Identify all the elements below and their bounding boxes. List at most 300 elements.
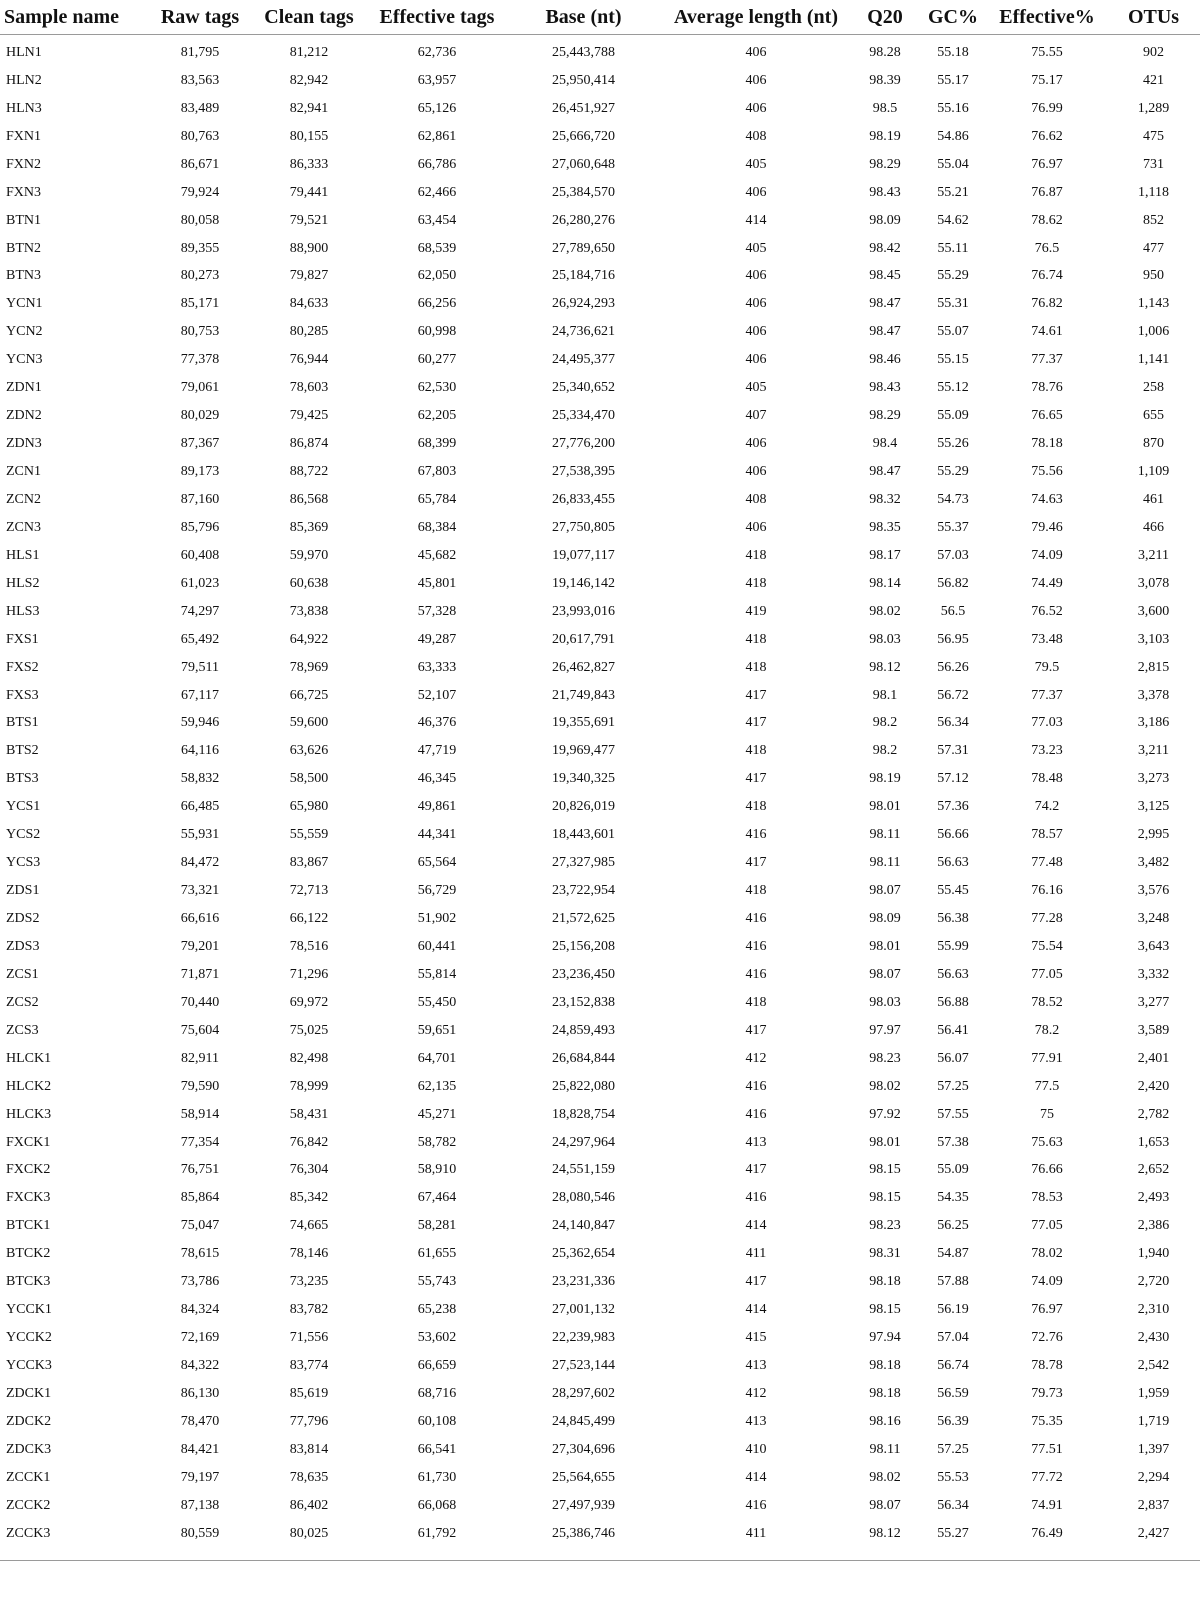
table-cell: 64,116 xyxy=(181,743,219,759)
table-cell: 78.02 xyxy=(1031,1246,1063,1262)
table-cell: 80,559 xyxy=(180,1525,220,1541)
table-row xyxy=(0,235,1200,263)
table-cell: 75.56 xyxy=(1031,464,1063,480)
table-cell: 84,324 xyxy=(180,1302,220,1318)
table-row xyxy=(0,1073,1200,1101)
table-cell: 405 xyxy=(745,240,767,256)
table-cell: 55.18 xyxy=(937,44,969,60)
table-cell: 461 xyxy=(1143,491,1164,507)
table-cell: 76.82 xyxy=(1031,296,1063,312)
table-cell: 417 xyxy=(745,687,767,703)
table-cell: 24,297,964 xyxy=(552,1134,615,1150)
table-cell: 88,900 xyxy=(289,240,329,256)
table-cell: 72.76 xyxy=(1031,1330,1063,1346)
table-cell: 417 xyxy=(745,1274,767,1290)
table-cell: 27,304,696 xyxy=(552,1441,615,1457)
table-cell: 407 xyxy=(745,408,767,424)
table-cell: 416 xyxy=(745,1106,767,1122)
sample-name-cell: ZCS2 xyxy=(6,994,39,1010)
table-cell: 98.15 xyxy=(869,1190,901,1206)
table-cell: 54.87 xyxy=(937,1246,969,1262)
table-cell: 77.05 xyxy=(1031,1218,1063,1234)
table-cell: 25,443,788 xyxy=(552,44,615,60)
table-row xyxy=(0,1520,1200,1548)
table-cell: 98.35 xyxy=(869,519,901,535)
table-cell: 57.12 xyxy=(937,771,969,787)
table-cell: 3,589 xyxy=(1137,1022,1170,1038)
table-cell: 466 xyxy=(1143,519,1164,535)
table-cell: 57.36 xyxy=(937,799,969,815)
table-cell: 2,652 xyxy=(1137,1162,1170,1178)
sample-name-cell: BTN3 xyxy=(6,268,41,284)
table-cell: 98.03 xyxy=(869,631,901,647)
table-row xyxy=(0,877,1200,905)
table-cell: 55.45 xyxy=(937,883,969,899)
sample-name-cell: FXN1 xyxy=(6,128,42,144)
table-cell: 59,946 xyxy=(180,715,220,731)
table-cell: 89,173 xyxy=(180,464,220,480)
sample-name-cell: BTS3 xyxy=(6,771,39,787)
table-cell: 81,212 xyxy=(289,44,329,60)
table-cell: 416 xyxy=(745,1497,767,1513)
table-row xyxy=(0,1157,1200,1185)
table-cell: 54.73 xyxy=(937,491,969,507)
table-row xyxy=(0,710,1200,738)
table-cell: 78.53 xyxy=(1031,1190,1063,1206)
table-cell: 78,999 xyxy=(289,1078,329,1094)
table-cell: 55,931 xyxy=(180,827,220,843)
table-row xyxy=(0,1352,1200,1380)
table-cell: 98.02 xyxy=(869,603,901,619)
table-cell: 84,472 xyxy=(180,855,220,871)
table-cell: 73,786 xyxy=(180,1274,220,1290)
table-cell: 77.28 xyxy=(1031,911,1063,927)
sample-name-cell: YCN1 xyxy=(6,296,43,312)
table-cell: 258 xyxy=(1143,380,1164,396)
table-cell: 20,826,019 xyxy=(552,799,615,815)
table-cell: 75,025 xyxy=(289,1022,329,1038)
table-cell: 45,801 xyxy=(417,575,457,591)
table-cell: 78.76 xyxy=(1031,380,1063,396)
table-cell: 950 xyxy=(1143,268,1164,284)
table-cell: 81,795 xyxy=(180,44,220,60)
sample-name-cell: ZDS2 xyxy=(6,911,40,927)
table-cell: 418 xyxy=(745,631,767,647)
table-cell: 98.2 xyxy=(872,743,898,759)
table-cell: 67,464 xyxy=(417,1190,457,1206)
table-cell: 24,551,159 xyxy=(552,1162,615,1178)
table-cell: 416 xyxy=(745,1078,767,1094)
column-header: Q20 xyxy=(851,0,919,35)
table-cell: 76.66 xyxy=(1031,1162,1063,1178)
table-cell: 75,604 xyxy=(180,1022,220,1038)
table-cell: 19,340,325 xyxy=(552,771,615,787)
table-row xyxy=(0,1184,1200,1212)
table-cell: 66,256 xyxy=(417,296,457,312)
table-cell: 3,332 xyxy=(1137,966,1170,982)
table-cell: 411 xyxy=(745,1525,767,1541)
table-cell: 25,334,470 xyxy=(552,408,615,424)
table-row xyxy=(0,1464,1200,1492)
table-cell: 27,060,648 xyxy=(552,156,615,172)
sample-name-cell: YCS2 xyxy=(6,827,41,843)
table-row xyxy=(0,793,1200,821)
table-cell: 418 xyxy=(745,547,767,563)
sample-name-cell: YCCK2 xyxy=(6,1330,52,1346)
table-cell: 19,355,691 xyxy=(552,715,615,731)
table-cell: 413 xyxy=(745,1134,767,1150)
table-cell: 82,498 xyxy=(289,1050,329,1066)
table-row xyxy=(0,849,1200,877)
table-cell: 79,521 xyxy=(289,212,329,228)
table-cell: 76.97 xyxy=(1031,1302,1063,1318)
column-header: Base (nt) xyxy=(506,0,661,35)
table-row xyxy=(0,1017,1200,1045)
table-cell: 27,776,200 xyxy=(552,436,615,452)
table-cell: 77.5 xyxy=(1034,1078,1060,1094)
table-cell: 2,720 xyxy=(1137,1274,1170,1290)
table-cell: 62,050 xyxy=(417,268,457,284)
table-row xyxy=(0,1045,1200,1073)
table-cell: 63,957 xyxy=(417,72,457,88)
table-cell: 62,135 xyxy=(417,1078,457,1094)
table-cell: 75.55 xyxy=(1031,44,1063,60)
table-cell: 406 xyxy=(745,464,767,480)
table-row xyxy=(0,402,1200,430)
table-cell: 55.11 xyxy=(937,240,969,256)
table-cell: 24,495,377 xyxy=(552,352,615,368)
table-cell: 1,141 xyxy=(1137,352,1170,368)
table-cell: 79,590 xyxy=(180,1078,220,1094)
sample-name-cell: HLCK1 xyxy=(6,1050,52,1066)
table-row xyxy=(0,1240,1200,1268)
table-cell: 56.74 xyxy=(937,1358,969,1374)
table-cell: 56.39 xyxy=(937,1413,969,1429)
table-cell: 73.48 xyxy=(1031,631,1063,647)
table-cell: 59,600 xyxy=(289,715,329,731)
table-cell: 56.66 xyxy=(937,827,969,843)
table-row xyxy=(0,123,1200,151)
table-row xyxy=(0,1408,1200,1436)
table-cell: 79.46 xyxy=(1031,519,1063,535)
table-cell: 98.32 xyxy=(869,491,901,507)
table-cell: 74.09 xyxy=(1031,547,1063,563)
table-cell: 27,538,395 xyxy=(552,464,615,480)
table-cell: 98.28 xyxy=(869,44,901,60)
table-cell: 406 xyxy=(745,324,767,340)
table-cell: 25,950,414 xyxy=(552,72,615,88)
table-row xyxy=(0,486,1200,514)
table-cell: 2,420 xyxy=(1137,1078,1170,1094)
table-cell: 411 xyxy=(745,1246,767,1262)
table-cell: 3,643 xyxy=(1137,938,1170,954)
table-cell: 63,626 xyxy=(289,743,329,759)
sample-name-cell: ZCCK3 xyxy=(6,1525,51,1541)
table-cell: 73.23 xyxy=(1031,743,1063,759)
sample-name-cell: ZCN2 xyxy=(6,491,41,507)
table-cell: 74.49 xyxy=(1031,575,1063,591)
table-cell: 421 xyxy=(1143,72,1164,88)
table-cell: 77.51 xyxy=(1031,1441,1063,1457)
table-row xyxy=(0,374,1200,402)
table-cell: 79,425 xyxy=(289,408,329,424)
table-cell: 80,029 xyxy=(180,408,220,424)
sample-name-cell: FXS1 xyxy=(6,631,39,647)
table-cell: 56.63 xyxy=(937,855,969,871)
table-cell: 98.18 xyxy=(869,1358,901,1374)
table-cell: 79.73 xyxy=(1031,1385,1063,1401)
table-cell: 75.54 xyxy=(1031,938,1063,954)
sample-name-cell: ZDCK2 xyxy=(6,1413,52,1429)
table-cell: 60,998 xyxy=(417,324,457,340)
sample-name-cell: FXN2 xyxy=(6,156,42,172)
table-cell: 55.17 xyxy=(937,72,969,88)
table-cell: 56.07 xyxy=(937,1050,969,1066)
table-cell: 49,287 xyxy=(417,631,457,647)
table-cell: 418 xyxy=(745,883,767,899)
table-cell: 412 xyxy=(745,1050,767,1066)
table-cell: 45,271 xyxy=(417,1106,457,1122)
sample-name-cell: HLCK2 xyxy=(6,1078,52,1094)
sample-name-cell: ZDS1 xyxy=(6,883,40,899)
table-cell: 74,665 xyxy=(289,1218,329,1234)
table-cell: 477 xyxy=(1143,240,1164,256)
table-cell: 83,867 xyxy=(289,855,329,871)
table-cell: 406 xyxy=(745,44,767,60)
table-cell: 28,080,546 xyxy=(552,1190,615,1206)
table-cell: 21,572,625 xyxy=(552,911,615,927)
table-row xyxy=(0,179,1200,207)
table-cell: 73,838 xyxy=(289,603,329,619)
table-cell: 3,576 xyxy=(1137,883,1170,899)
table-cell: 731 xyxy=(1143,156,1164,172)
table-cell: 98.19 xyxy=(869,128,901,144)
table-cell: 76.65 xyxy=(1031,408,1063,424)
sample-name-cell: ZDN2 xyxy=(6,408,42,424)
table-cell: 3,125 xyxy=(1137,799,1170,815)
table-cell: 98.11 xyxy=(869,1441,901,1457)
table-cell: 98.1 xyxy=(872,687,898,703)
table-cell: 1,959 xyxy=(1137,1385,1170,1401)
table-cell: 80,763 xyxy=(180,128,220,144)
table-cell: 85,369 xyxy=(289,519,329,535)
table-cell: 98.19 xyxy=(869,771,901,787)
table-cell: 85,619 xyxy=(289,1385,329,1401)
table-cell: 62,466 xyxy=(417,184,457,200)
table-cell: 3,248 xyxy=(1137,911,1170,927)
table-cell: 1,109 xyxy=(1137,464,1170,480)
table-cell: 83,774 xyxy=(289,1358,329,1374)
sample-name-cell: BTN2 xyxy=(6,240,41,256)
table-cell: 3,600 xyxy=(1137,603,1170,619)
table-cell: 902 xyxy=(1143,44,1164,60)
table-cell: 78,615 xyxy=(180,1246,220,1262)
table-cell: 76.74 xyxy=(1031,268,1063,284)
table-cell: 87,160 xyxy=(180,491,220,507)
table-cell: 58,832 xyxy=(180,771,220,787)
table-cell: 24,736,621 xyxy=(552,324,615,340)
table-cell: 59,651 xyxy=(417,1022,457,1038)
table-cell: 55,743 xyxy=(417,1274,457,1290)
table-cell: 3,103 xyxy=(1137,631,1170,647)
table-cell: 417 xyxy=(745,1022,767,1038)
table-cell: 98.39 xyxy=(869,72,901,88)
column-header: OTUs xyxy=(1107,0,1200,35)
table-cell: 85,864 xyxy=(180,1190,220,1206)
table-cell: 414 xyxy=(745,1218,767,1234)
table-row xyxy=(0,514,1200,542)
table-cell: 406 xyxy=(745,72,767,88)
table-cell: 76,751 xyxy=(180,1162,220,1178)
table-cell: 57.88 xyxy=(937,1274,969,1290)
table-cell: 71,871 xyxy=(180,966,220,982)
table-cell: 98.09 xyxy=(869,911,901,927)
table-cell: 45,682 xyxy=(417,547,457,563)
table-cell: 406 xyxy=(745,268,767,284)
sample-name-cell: FXCK2 xyxy=(6,1162,51,1178)
table-cell: 26,462,827 xyxy=(552,659,615,675)
sample-name-cell: FXS2 xyxy=(6,659,39,675)
table-cell: 77,354 xyxy=(180,1134,220,1150)
table-cell: 19,146,142 xyxy=(552,575,615,591)
column-header: Raw tags xyxy=(150,0,250,35)
table-cell: 417 xyxy=(745,1162,767,1178)
table-cell: 73,321 xyxy=(180,883,220,899)
table-cell: 97.92 xyxy=(869,1106,901,1122)
table-cell: 852 xyxy=(1143,212,1164,228)
sample-name-cell: YCCK3 xyxy=(6,1358,52,1374)
table-cell: 79,197 xyxy=(180,1469,220,1485)
table-cell: 56.82 xyxy=(937,575,969,591)
table-cell: 78.2 xyxy=(1034,1022,1060,1038)
table-cell: 80,155 xyxy=(289,128,329,144)
sample-name-cell: ZDCK3 xyxy=(6,1441,52,1457)
table-cell: 84,322 xyxy=(180,1358,220,1374)
sample-name-cell: HLN3 xyxy=(6,100,42,116)
sample-name-cell: BTS2 xyxy=(6,743,39,759)
table-cell: 418 xyxy=(745,799,767,815)
table-cell: 406 xyxy=(745,352,767,368)
table-cell: 25,822,080 xyxy=(552,1078,615,1094)
table-cell: 98.23 xyxy=(869,1050,901,1066)
table-cell: 418 xyxy=(745,575,767,591)
table-row xyxy=(0,458,1200,486)
table-cell: 26,684,844 xyxy=(552,1050,615,1066)
table-cell: 27,497,939 xyxy=(552,1497,615,1513)
table-row xyxy=(0,346,1200,374)
sample-name-cell: BTCK2 xyxy=(6,1246,51,1262)
table-cell: 98.12 xyxy=(869,659,901,675)
table-cell: 23,231,336 xyxy=(552,1274,615,1290)
table-cell: 55.07 xyxy=(937,324,969,340)
table-cell: 76.62 xyxy=(1031,128,1063,144)
table-cell: 55,450 xyxy=(417,994,457,1010)
table-cell: 78,516 xyxy=(289,938,329,954)
table-cell: 76,944 xyxy=(289,352,329,368)
table-cell: 98.47 xyxy=(869,324,901,340)
table-row xyxy=(0,654,1200,682)
table-cell: 98.43 xyxy=(869,380,901,396)
table-cell: 79,924 xyxy=(180,184,220,200)
table-row xyxy=(0,35,1200,67)
sample-name-cell: ZCN3 xyxy=(6,519,41,535)
table-cell: 55.31 xyxy=(937,296,969,312)
table-cell: 57.04 xyxy=(937,1330,969,1346)
table-cell: 62,736 xyxy=(417,44,457,60)
sample-name-cell: FXN3 xyxy=(6,184,42,200)
table-cell: 86,568 xyxy=(289,491,329,507)
table-cell: 77,378 xyxy=(180,352,220,368)
table-cell: 406 xyxy=(745,436,767,452)
table-cell: 25,184,716 xyxy=(552,268,615,284)
table-cell: 78,603 xyxy=(289,380,329,396)
table-cell: 77.05 xyxy=(1031,966,1063,982)
table-cell: 98.03 xyxy=(869,994,901,1010)
table-cell: 56,729 xyxy=(417,883,457,899)
table-cell: 2,542 xyxy=(1137,1358,1170,1374)
table-cell: 75.35 xyxy=(1031,1413,1063,1429)
table-cell: 416 xyxy=(745,966,767,982)
table-cell: 56.25 xyxy=(937,1218,969,1234)
table-cell: 70,440 xyxy=(180,994,220,1010)
table-cell: 80,273 xyxy=(180,268,220,284)
table-cell: 98.11 xyxy=(869,827,901,843)
table-cell: 46,376 xyxy=(417,715,457,731)
table-cell: 22,239,983 xyxy=(552,1330,615,1346)
table-cell: 416 xyxy=(745,938,767,954)
table-cell: 98.29 xyxy=(869,408,901,424)
table-row xyxy=(0,598,1200,626)
table-cell: 87,367 xyxy=(180,436,220,452)
table-cell: 56.59 xyxy=(937,1385,969,1401)
table-cell: 79,061 xyxy=(180,380,220,396)
table-cell: 76.97 xyxy=(1031,156,1063,172)
table-row xyxy=(0,1268,1200,1296)
table-cell: 58,910 xyxy=(417,1162,457,1178)
table-cell: 83,489 xyxy=(180,100,220,116)
table-cell: 26,833,455 xyxy=(552,491,615,507)
table-cell: 416 xyxy=(745,911,767,927)
table-cell: 97.97 xyxy=(869,1022,901,1038)
table-cell: 68,399 xyxy=(417,436,457,452)
table-cell: 55.29 xyxy=(937,464,969,480)
sample-name-cell: HLS3 xyxy=(6,603,40,619)
table-cell: 65,784 xyxy=(417,491,457,507)
table-cell: 73,235 xyxy=(289,1274,329,1290)
table-cell: 25,386,746 xyxy=(552,1525,615,1541)
table-row xyxy=(0,905,1200,933)
table-cell: 413 xyxy=(745,1413,767,1429)
table-cell: 65,238 xyxy=(417,1302,457,1318)
table-cell: 419 xyxy=(745,603,767,619)
table-cell: 83,782 xyxy=(289,1302,329,1318)
table-cell: 98.15 xyxy=(869,1302,901,1318)
table-row xyxy=(0,682,1200,710)
table-cell: 55.15 xyxy=(937,352,969,368)
table-cell: 98.45 xyxy=(869,268,901,284)
table-cell: 3,273 xyxy=(1137,771,1170,787)
table-cell: 410 xyxy=(745,1441,767,1457)
sample-name-cell: FXS3 xyxy=(6,687,39,703)
table-cell: 3,186 xyxy=(1137,715,1170,731)
table-cell: 2,401 xyxy=(1137,1050,1170,1066)
sample-name-cell: HLS2 xyxy=(6,575,40,591)
table-cell: 61,655 xyxy=(417,1246,457,1262)
table-cell: 870 xyxy=(1143,436,1164,452)
table-row xyxy=(0,989,1200,1017)
sample-name-cell: BTCK3 xyxy=(6,1274,51,1290)
sample-name-cell: YCN2 xyxy=(6,324,43,340)
